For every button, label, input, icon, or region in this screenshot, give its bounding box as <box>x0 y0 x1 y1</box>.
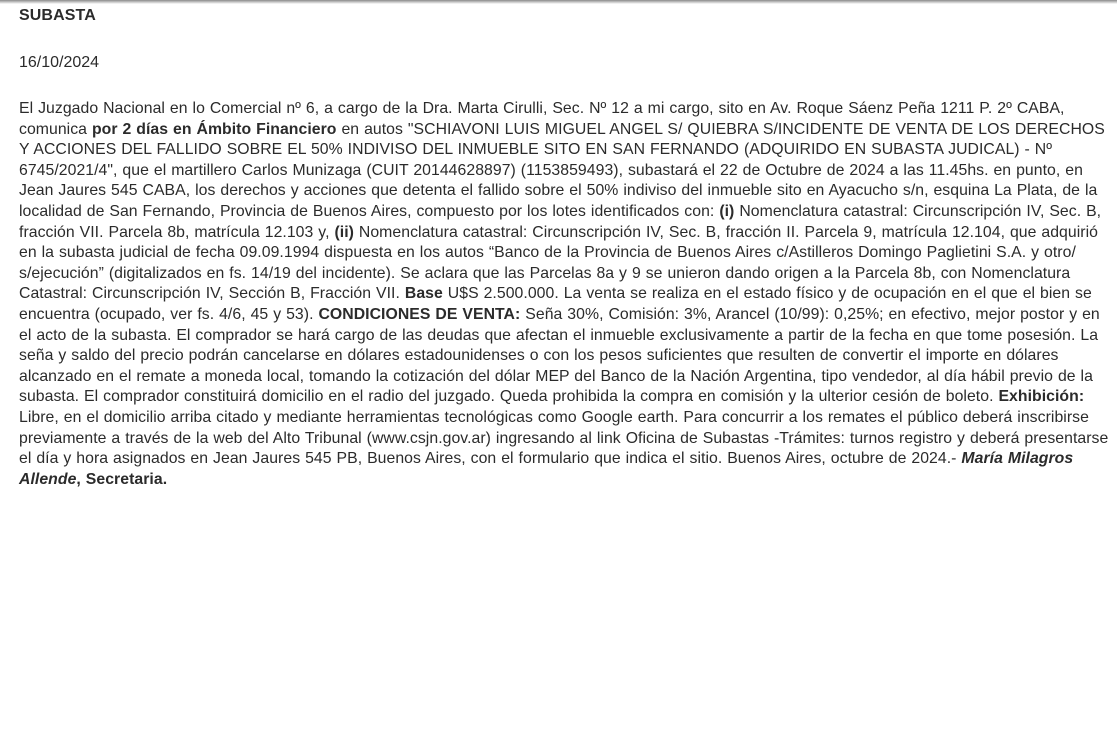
notice-text-run: Libre, en el domicilio arriba citado y mediante herramientas tecnológicas como Google earth. Para concurrir a los remates el público deberá inscribirse previamente a través de la web del Alto Tribunal (www.csjn.gov.ar) ingresando al link Oficina de Subastas -Trámites: turnos registro y deberá presentarse el día y hora asignados en Jean Jaures 545 PB, Buenos Aires, con el formulario que indica el sitio. Buenos Aires, octubre de 2024.- <box>19 408 1109 468</box>
top-edge-shadow <box>0 0 1117 4</box>
notice-text-run: El Juzgado Nacional en lo Comercial nº 6, a cargo de la Dra. Marta Cirulli, Sec. Nº 12 a mi cargo, sito en Av. Roque Sáenz Peña 1211 P. 2º CABA, comunica <box>19 100 1065 138</box>
notice-date: 16/10/2024 <box>19 54 100 71</box>
notice-text-run: Seña 30%, Comisión: 3%, Arancel (10/99): 0,25%; en efectivo, mejor postor y en el acto de la subasta. El comprador se hará cargo de las deudas que afectan el inmueble exclusivamente a partir de la fecha en que tome posesión. La seña y saldo del precio podrán cancelarse en dólares estadounidenses o con los pesos suficientes que resulten de convertir el importe en dólares alcanzado en el remate a moneda local, tomando la cotización del dólar MEP del Banco de la Nación Argentina, tipo vendedor, al día hábil previo de la subasta. El comprador constituirá domicilio en el radio del juzgado. Queda prohibida la compra en comisión y la ulterior cesión de boleto. <box>19 305 1100 406</box>
notice-bold-run: , <box>76 470 86 488</box>
notice-bold-run: por 2 días en Ámbito Financiero <box>91 120 337 138</box>
notice-bold-run: Exhibición: <box>998 388 1085 406</box>
notice-text-run: en autos "SCHIAVONI LUIS MIGUEL ANGEL S/ QUIEBRA S/INCIDENTE DE VENTA DE LOS DERECHOS Y ACCIONES DEL FALLIDO SOBRE EL 50% INDIVISO DEL INMUEBLE SITO EN SAN FERNANDO (ADQUIRIDO EN SUBASTA JUDICAL) - Nº 6745/2021/4", que el martillero Carlos Munizaga (CUIT 20144628897) (1153859493), subastará el 22 de Octubre de 2024 a las 11.45hs. en punto, en Jean Jaures 545 CABA, los derechos y acciones que detenta el fallido sobre el 50% indiviso del inmueble sito en Ayacucho s/n, esquina La Plata, de la localidad de San Fernando, Provincia de Buenos Aires, compuesto por los lotes identificados con: <box>19 120 1105 220</box>
notice-bold-run: (ii) <box>334 223 354 241</box>
notice-bold-run: Base <box>404 285 443 303</box>
notice-text-run: Nomenclatura catastral: Circunscripción IV, Sec. B, fracción VII. Parcela 8b, matrícula 12.103 y, <box>19 202 1102 241</box>
notice-title: SUBASTA <box>19 7 96 24</box>
notice-bold-run: (i) <box>719 202 735 220</box>
notice-body <box>19 99 1109 490</box>
notice-text-run: María Milagros Allende <box>19 450 1074 488</box>
notice-text-run: U$S 2.500.000. La venta se realiza en el estado físico y de ocupación en el que el bien se encuentra (ocupado, ver fs. 4/6, 45 y 53). <box>19 285 1092 323</box>
notice-document <box>19 6 1109 490</box>
notice-bold-run: Secretaria. <box>85 470 168 488</box>
notice-text-run: Nomenclatura catastral: Circunscripción IV, Sec. B, fracción II. Parcela 9, matrícula 12.104, que adquirió en la subasta judicial de fecha 09.09.1994 dispuesta en los autos “Banco de la Provincia de Buenos Aires c/Astilleros Domingo Paglietini S.A. y otro/ s/ejecución” (digitalizados en fs. 14/19 del incidente). Se aclara que las Parcelas 8a y 9 se unieron dando origen a la Parcela 8b, con Nomenclatura Catastral: Circunscripción IV, Sección B, Fracción VII. <box>19 223 1098 303</box>
notice-bold-run: CONDICIONES DE VENTA: <box>318 305 521 323</box>
